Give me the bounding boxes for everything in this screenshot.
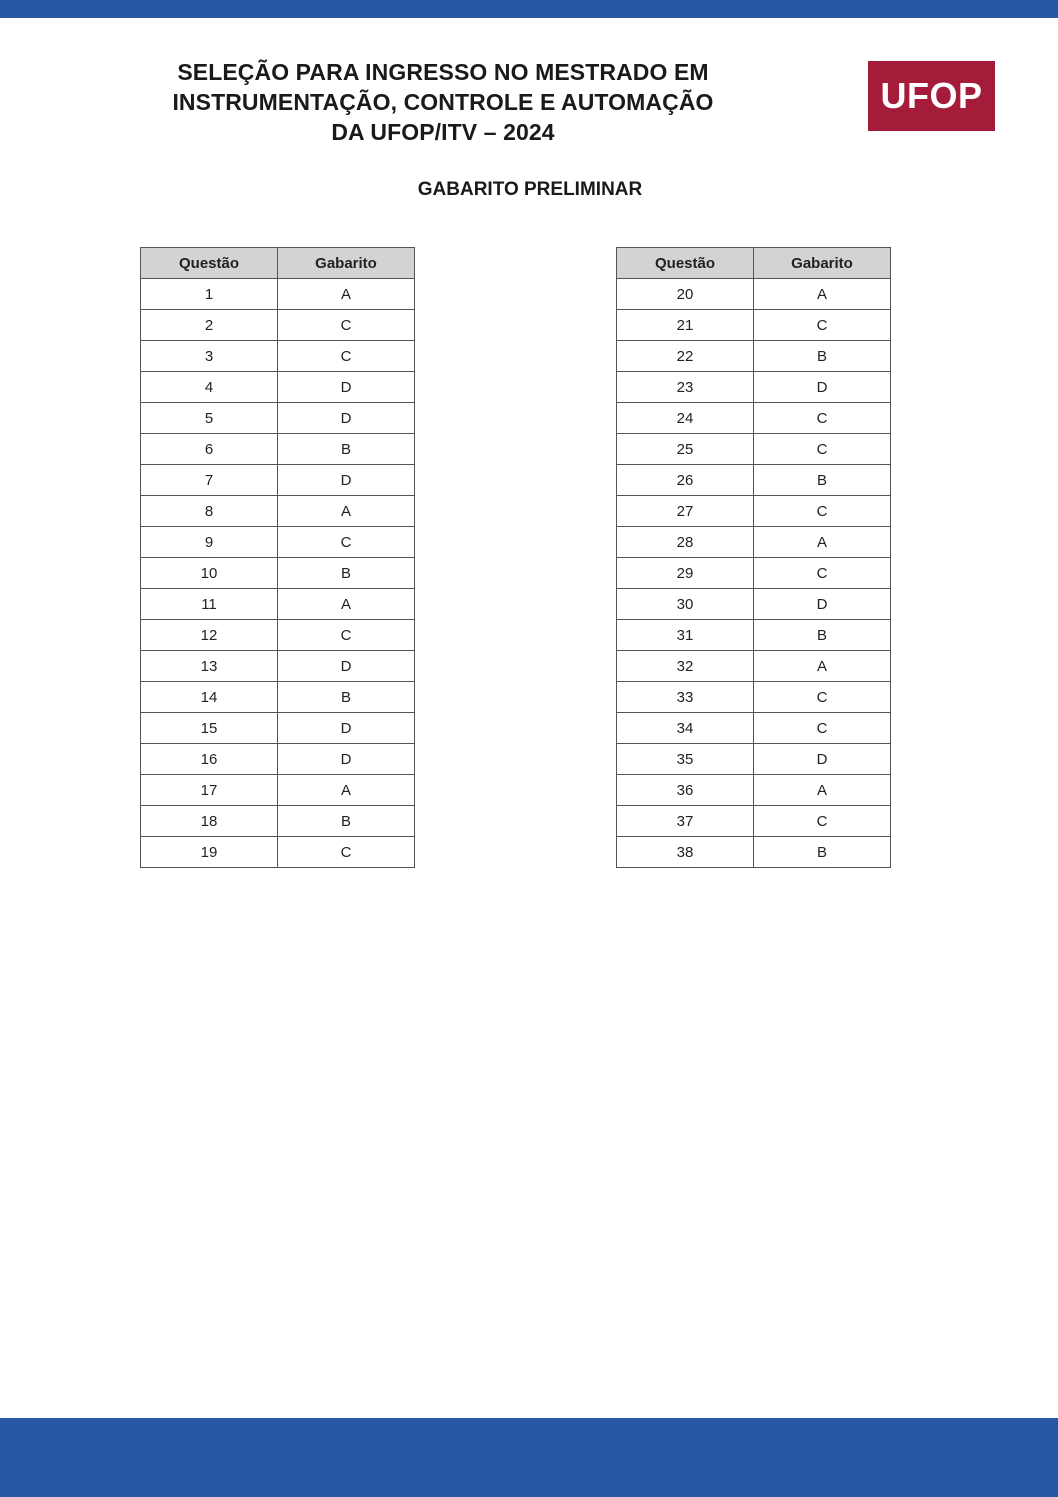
table-row <box>617 558 891 589</box>
table-row <box>141 620 415 651</box>
table-row <box>617 434 891 465</box>
answer-cell: D <box>278 713 415 744</box>
answer-cell: C <box>754 434 891 465</box>
table-header-row <box>617 248 891 279</box>
answer-cell: C <box>754 496 891 527</box>
table-row <box>617 496 891 527</box>
answer-cell: C <box>278 837 415 868</box>
question-number-cell: 4 <box>141 372 278 403</box>
table-row <box>141 837 415 868</box>
answer-cell: D <box>754 744 891 775</box>
answer-cell: A <box>278 496 415 527</box>
table-row <box>617 279 891 310</box>
answer-cell: A <box>278 589 415 620</box>
answer-cell: C <box>278 527 415 558</box>
table-row <box>141 434 415 465</box>
answer-cell: C <box>278 341 415 372</box>
answer-cell: A <box>754 775 891 806</box>
table-row <box>141 403 415 434</box>
table-row <box>617 651 891 682</box>
answer-cell: C <box>278 310 415 341</box>
question-number-cell: 37 <box>617 806 754 837</box>
question-number-cell: 1 <box>141 279 278 310</box>
answer-cell: B <box>278 434 415 465</box>
answer-cell: A <box>754 651 891 682</box>
question-number-cell: 6 <box>141 434 278 465</box>
question-number-cell: 18 <box>141 806 278 837</box>
table-row <box>141 806 415 837</box>
answer-cell: B <box>754 837 891 868</box>
answer-table-right <box>616 247 891 868</box>
title-line-1: SELEÇÃO PARA INGRESSO NO MESTRADO EM <box>177 59 709 85</box>
answer-cell: D <box>278 465 415 496</box>
question-number-cell: 24 <box>617 403 754 434</box>
answer-cell: D <box>278 744 415 775</box>
answer-cell: C <box>754 682 891 713</box>
answer-cell: A <box>278 775 415 806</box>
table-row <box>617 372 891 403</box>
question-number-cell: 8 <box>141 496 278 527</box>
table-row <box>141 589 415 620</box>
table-row <box>617 682 891 713</box>
table-row <box>617 713 891 744</box>
table-row <box>141 713 415 744</box>
question-number-cell: 20 <box>617 279 754 310</box>
answer-table-left <box>140 247 415 868</box>
question-number-cell: 15 <box>141 713 278 744</box>
column-header-gabarito: Gabarito <box>278 248 415 279</box>
answer-cell: C <box>754 310 891 341</box>
table-row <box>617 806 891 837</box>
answer-cell: B <box>754 465 891 496</box>
answer-cell: C <box>754 403 891 434</box>
answer-cell: B <box>278 806 415 837</box>
title-line-2: INSTRUMENTAÇÃO, CONTROLE E AUTOMAÇÃO <box>172 89 714 115</box>
answer-cell: A <box>754 527 891 558</box>
answer-cell: C <box>754 713 891 744</box>
answer-cell: D <box>278 372 415 403</box>
answer-cell: B <box>278 558 415 589</box>
question-number-cell: 12 <box>141 620 278 651</box>
question-number-cell: 14 <box>141 682 278 713</box>
question-number-cell: 9 <box>141 527 278 558</box>
question-number-cell: 36 <box>617 775 754 806</box>
answer-cell: C <box>754 558 891 589</box>
table-row <box>617 744 891 775</box>
question-number-cell: 25 <box>617 434 754 465</box>
question-number-cell: 35 <box>617 744 754 775</box>
question-number-cell: 26 <box>617 465 754 496</box>
table-row <box>617 403 891 434</box>
answer-cell: B <box>754 341 891 372</box>
question-number-cell: 38 <box>617 837 754 868</box>
page-title <box>120 57 766 147</box>
table-row <box>141 527 415 558</box>
question-number-cell: 5 <box>141 403 278 434</box>
table-row <box>141 310 415 341</box>
question-number-cell: 32 <box>617 651 754 682</box>
table-row <box>141 651 415 682</box>
table-row <box>141 682 415 713</box>
question-number-cell: 30 <box>617 589 754 620</box>
table-row <box>141 341 415 372</box>
table-row <box>141 279 415 310</box>
table-row <box>617 465 891 496</box>
question-number-cell: 28 <box>617 527 754 558</box>
ufop-logo <box>868 61 995 131</box>
question-number-cell: 2 <box>141 310 278 341</box>
table-row <box>617 775 891 806</box>
question-number-cell: 21 <box>617 310 754 341</box>
question-number-cell: 34 <box>617 713 754 744</box>
table-row <box>617 589 891 620</box>
answer-cell: D <box>754 589 891 620</box>
question-number-cell: 31 <box>617 620 754 651</box>
answer-cell: A <box>754 279 891 310</box>
question-number-cell: 23 <box>617 372 754 403</box>
table-row <box>141 372 415 403</box>
table-row <box>141 775 415 806</box>
answer-cell: D <box>278 403 415 434</box>
answer-cell: B <box>278 682 415 713</box>
table-row <box>141 465 415 496</box>
title-line-3: DA UFOP/ITV – 2024 <box>331 119 555 145</box>
logo-text: UFOP <box>880 75 983 116</box>
answer-cell: C <box>754 806 891 837</box>
answer-cell: D <box>754 372 891 403</box>
question-number-cell: 29 <box>617 558 754 589</box>
question-number-cell: 27 <box>617 496 754 527</box>
question-number-cell: 17 <box>141 775 278 806</box>
column-header-gabarito: Gabarito <box>754 248 891 279</box>
question-number-cell: 13 <box>141 651 278 682</box>
answer-cell: D <box>278 651 415 682</box>
table-row <box>617 341 891 372</box>
question-number-cell: 33 <box>617 682 754 713</box>
document-subtitle: GABARITO PRELIMINAR <box>417 179 643 200</box>
question-number-cell: 7 <box>141 465 278 496</box>
question-number-cell: 16 <box>141 744 278 775</box>
table-row <box>141 558 415 589</box>
column-header-questao: Questão <box>617 248 754 279</box>
column-header-questao: Questão <box>141 248 278 279</box>
answer-cell: C <box>278 620 415 651</box>
question-number-cell: 10 <box>141 558 278 589</box>
answer-cell: A <box>278 279 415 310</box>
table-row <box>141 744 415 775</box>
top-banner-bar <box>0 0 1058 18</box>
answer-cell: B <box>754 620 891 651</box>
table-row <box>141 496 415 527</box>
question-number-cell: 11 <box>141 589 278 620</box>
bottom-banner-bar <box>0 1418 1058 1497</box>
table-row <box>617 310 891 341</box>
question-number-cell: 22 <box>617 341 754 372</box>
question-number-cell: 3 <box>141 341 278 372</box>
table-row <box>617 837 891 868</box>
table-header-row <box>141 248 415 279</box>
question-number-cell: 19 <box>141 837 278 868</box>
table-row <box>617 620 891 651</box>
table-row <box>617 527 891 558</box>
